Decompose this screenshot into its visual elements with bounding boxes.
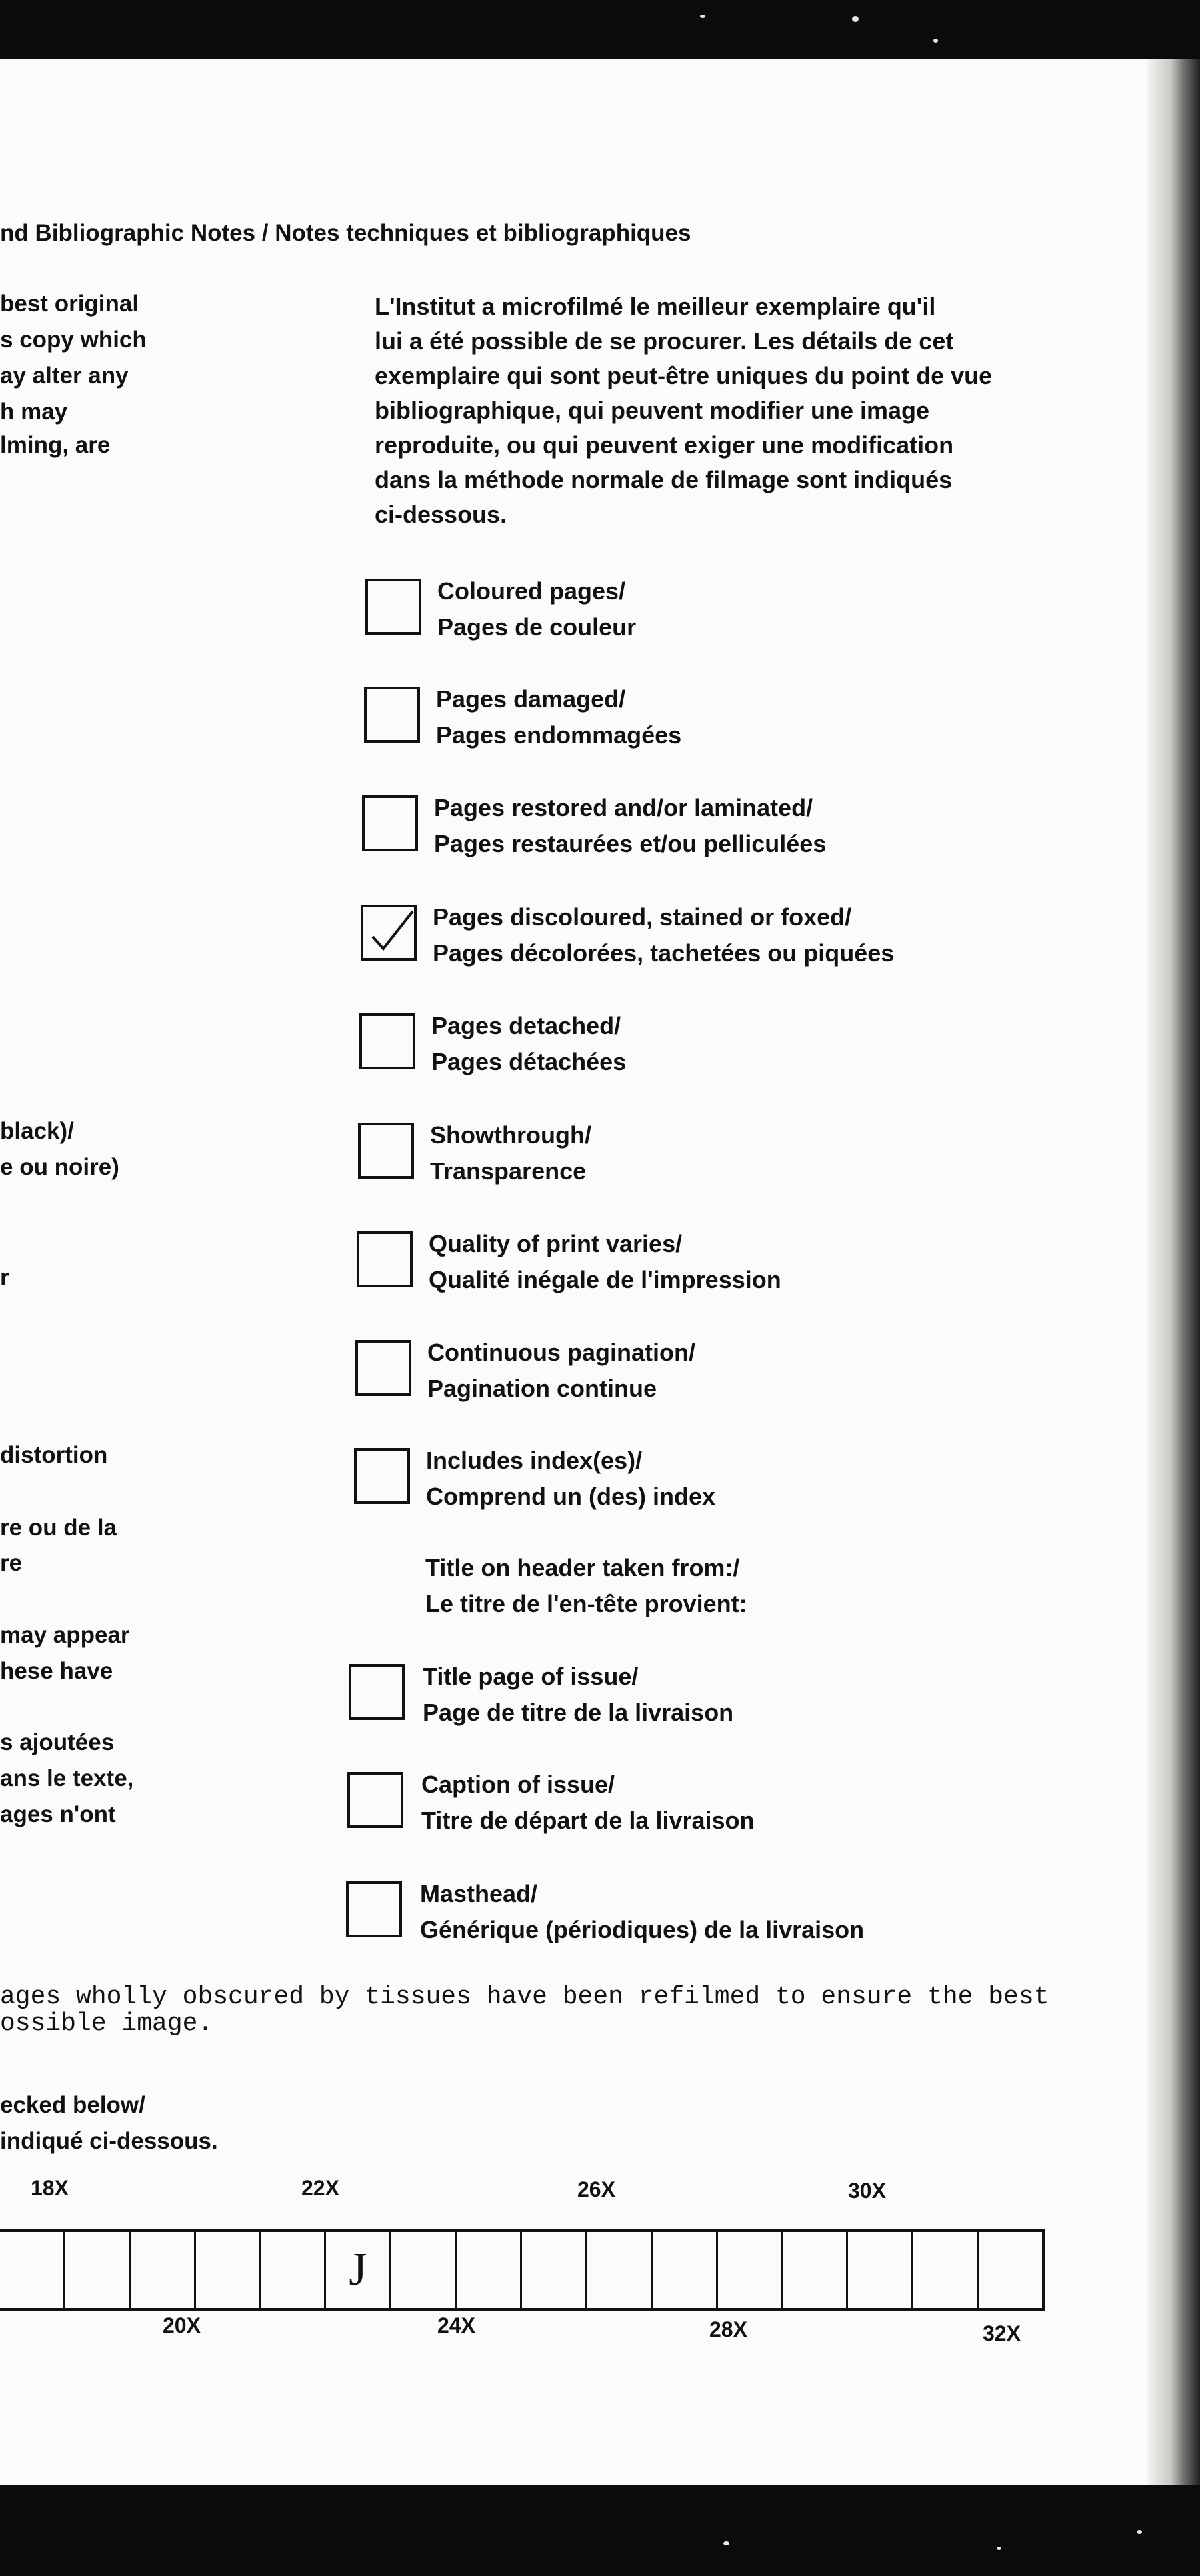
scale-cell [63, 2232, 129, 2308]
reduction-label-fr: indiqué ci-dessous. [0, 2128, 218, 2154]
scale-cell [585, 2232, 651, 2308]
scale-cell [911, 2232, 977, 2308]
left-fragment: lming, are [0, 432, 111, 458]
scale-cell [781, 2232, 847, 2308]
left-fragment: best original [0, 291, 139, 317]
paragraph-line: ci-dessous. [375, 501, 507, 528]
pages-restored-label: Pages restored and/or laminated/ Pages restaurées et/ou pelliculées [434, 794, 827, 857]
pages-damaged-label: Pages damaged/ Pages endommagées [436, 685, 682, 749]
caption-of-issue-label: Caption of issue/ Titre de départ de la livraison [421, 1771, 755, 1834]
pages-detached-label: Pages detached/ Pages détachées [431, 1012, 627, 1075]
left-fragment: s copy which [0, 327, 147, 353]
checkbox-title-page[interactable] [349, 1664, 405, 1720]
checkbox-masthead[interactable] [346, 1881, 402, 1937]
left-fragment: ay alter any [0, 363, 129, 389]
checkbox-pages-discoloured[interactable] [361, 905, 417, 961]
left-fragment: h may [0, 399, 68, 425]
coloured-pages-label: Coloured pages/ Pages de couleur [437, 577, 637, 641]
scale-label-top: 26X [577, 2177, 615, 2201]
scale-cell [846, 2232, 911, 2308]
left-fragment: s ajoutées [0, 1729, 115, 1755]
checkbox-coloured-pages[interactable] [365, 579, 421, 635]
scale-cell [194, 2232, 259, 2308]
scale-label-top: 22X [301, 2176, 339, 2200]
paragraph-line: bibliographique, qui peuvent modifier une image [375, 397, 930, 424]
paragraph-line: dans la méthode normale de filmage sont indiqués [375, 466, 953, 493]
checkbox-showthrough[interactable] [358, 1123, 414, 1179]
scale-cell [455, 2232, 520, 2308]
checkbox-includes-index[interactable] [354, 1448, 410, 1504]
left-fragment: distortion [0, 1442, 108, 1468]
left-fragment: ans le texte, [0, 1765, 134, 1791]
refilmed-note-line: ages wholly obscured by tissues have been refilmed to ensure the best [0, 1983, 1049, 2011]
scale-cell [389, 2232, 455, 2308]
checkbox-pages-restored[interactable] [362, 795, 418, 851]
reduction-scale-grid [0, 2229, 1045, 2311]
scale-label-bottom: 24X [437, 2313, 475, 2337]
scale-label-bottom: 28X [709, 2317, 747, 2341]
checkmark-icon [363, 907, 414, 958]
scale-label-bottom: 20X [163, 2313, 201, 2337]
checkbox-continuous-pagination[interactable] [355, 1340, 411, 1396]
scale-label-top: 30X [848, 2179, 886, 2203]
notes-header: nd Bibliographic Notes / Notes techniques et bibliographiques [0, 220, 691, 246]
paragraph-line: L'Institut a microfilmé le meilleur exemplaire qu'il [375, 293, 936, 320]
scale-cell [716, 2232, 781, 2308]
showthrough-label: Showthrough/ Transparence [430, 1121, 591, 1185]
left-fragment: may appear [0, 1622, 130, 1648]
checkbox-print-quality[interactable] [357, 1231, 413, 1287]
scale-cell-marked: J [324, 2232, 389, 2308]
scale-label-top: 18X [31, 2176, 69, 2200]
reduction-label-en: ecked below/ [0, 2092, 145, 2118]
scale-cell [0, 2232, 63, 2308]
left-fragment: re [0, 1550, 23, 1576]
scale-cell [651, 2232, 716, 2308]
left-fragment: e ou noire) [0, 1154, 119, 1180]
paragraph-line: lui a été possible de se procurer. Les détails de cet [375, 327, 954, 355]
scale-label-bottom: 32X [983, 2321, 1021, 2345]
masthead-label: Masthead/ Générique (périodiques) de la livraison [420, 1880, 865, 1943]
paragraph-line: reproduite, ou qui peuvent exiger une modification [375, 431, 954, 459]
header-source-label: Title on header taken from:/ Le titre de l'en-tête provient: [425, 1554, 747, 1617]
refilmed-note-line: ossible image. [0, 2009, 213, 2038]
left-fragment: re ou de la [0, 1515, 117, 1541]
scale-cell [977, 2232, 1042, 2308]
checkbox-pages-detached[interactable] [359, 1013, 415, 1069]
continuous-pagination-label: Continuous pagination/ Pagination continue [427, 1339, 695, 1402]
scale-cell [129, 2232, 194, 2308]
checkbox-pages-damaged[interactable] [364, 687, 420, 743]
left-fragment: hese have [0, 1658, 113, 1684]
print-quality-label: Quality of print varies/ Qualité inégale de l'impression [429, 1230, 781, 1293]
page-edge-shadow [1147, 59, 1200, 2485]
institute-paragraph [375, 289, 992, 532]
pages-discoloured-label: Pages discoloured, stained or foxed/ Pages décolorées, tachetées ou piquées [433, 903, 895, 967]
left-fragment: ages n'ont [0, 1801, 116, 1827]
scale-cell [259, 2232, 325, 2308]
includes-index-label: Includes index(es)/ Comprend un (des) index [426, 1447, 716, 1510]
left-fragment: black)/ [0, 1118, 74, 1144]
scale-cell [520, 2232, 585, 2308]
paragraph-line: exemplaire qui sont peut-être uniques du point de vue [375, 362, 993, 389]
checkbox-caption-of-issue[interactable] [347, 1772, 403, 1828]
left-fragment: r [0, 1265, 9, 1291]
title-page-label: Title page of issue/ Page de titre de la livraison [423, 1663, 734, 1726]
